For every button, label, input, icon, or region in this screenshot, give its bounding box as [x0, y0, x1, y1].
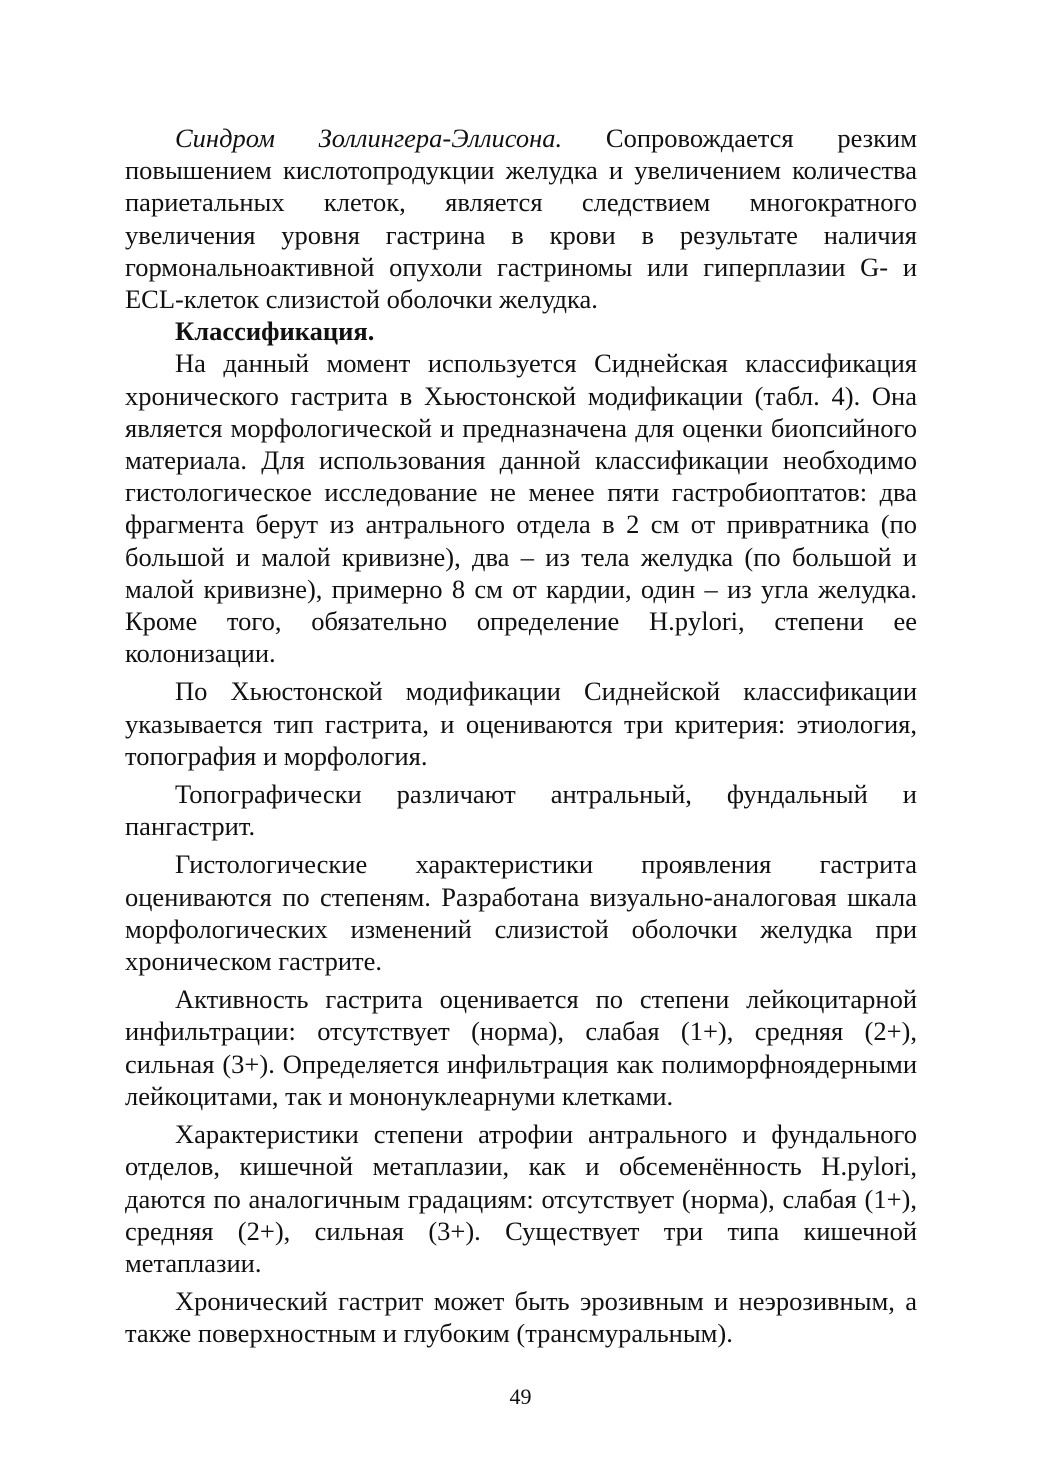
page-body: [125, 122, 917, 1350]
paragraph-erosive: Хронический гастрит может быть эрозивным и неэрозивным, а также поверхностным и глубоким (трансмуральным).: [125, 1286, 917, 1349]
page-number: 49: [509, 1384, 532, 1409]
syndrome-description: Сопровождается резким повышением кислотопродукции желудка и увеличением количества париетальных клеток, является следствием многократного увеличения уровня гастрина в крови в результате наличия гормональноактивной опухоли гастриномы или гиперплазии G- и ECL-клеток слизистой оболочки желудка.: [125, 123, 917, 315]
paragraph-zollinger-ellison: [125, 122, 917, 315]
paragraph-houston-modification: По Хьюстонской модификации Сиднейской классификации указывается тип гастрита, и оцениваются три критерия: этиология, топография и морфология.: [125, 676, 917, 771]
paragraph-activity: Активность гастрита оценивается по степени лейкоцитарной инфильтрации: отсутствует (норма), слабая (1+), средняя (2+), сильная (3+). Определяется инфильтрация как полиморфноядерными лейкоцитами, так и мононуклеарнуми клетками.: [125, 984, 917, 1111]
syndrome-term: Синдром Золлингера-Эллисона.: [175, 123, 563, 153]
paragraph-topography: Топографически различают антральный, фундальный и пангастрит.: [125, 779, 917, 842]
paragraph-atrophy: Характеристики степени атрофии антрального и фундального отделов, кишечной метаплазии, как и обсеменённость H.pylori, даются по аналогичным градациям: отсутствует (норма), слабая (1+), средняя (2+), сильная (3+). Существует три типа кишечной метаплазии.: [125, 1119, 917, 1278]
paragraph-histology: Гистологические характеристики проявления гастрита оцениваются по степеням. Разработана визуально-аналоговая шкала морфологических изменений слизистой оболочки желудка при хроническом гастрите.: [125, 849, 917, 977]
section-heading: Классификация.: [175, 316, 375, 347]
paragraph-classification: На данный момент используется Сиднейская классификация хронического гастрита в Хьюстонской модификации (табл. 4). Она является морфологической и предназначена для оценки биопсийного материала. Для использования данной классификации необходимо гистологическое исследование не менее пяти гастробиоптатов: два фрагмента берут из антрального отдела в 2 см от привратника (по большой и малой кривизне), два – из тела желудка (по большой и малой кривизне), примерно 8 см от кардии, один – из угла желудка. Кроме того, обязательно определение H.pylori, степени ее колонизации.: [125, 348, 917, 669]
